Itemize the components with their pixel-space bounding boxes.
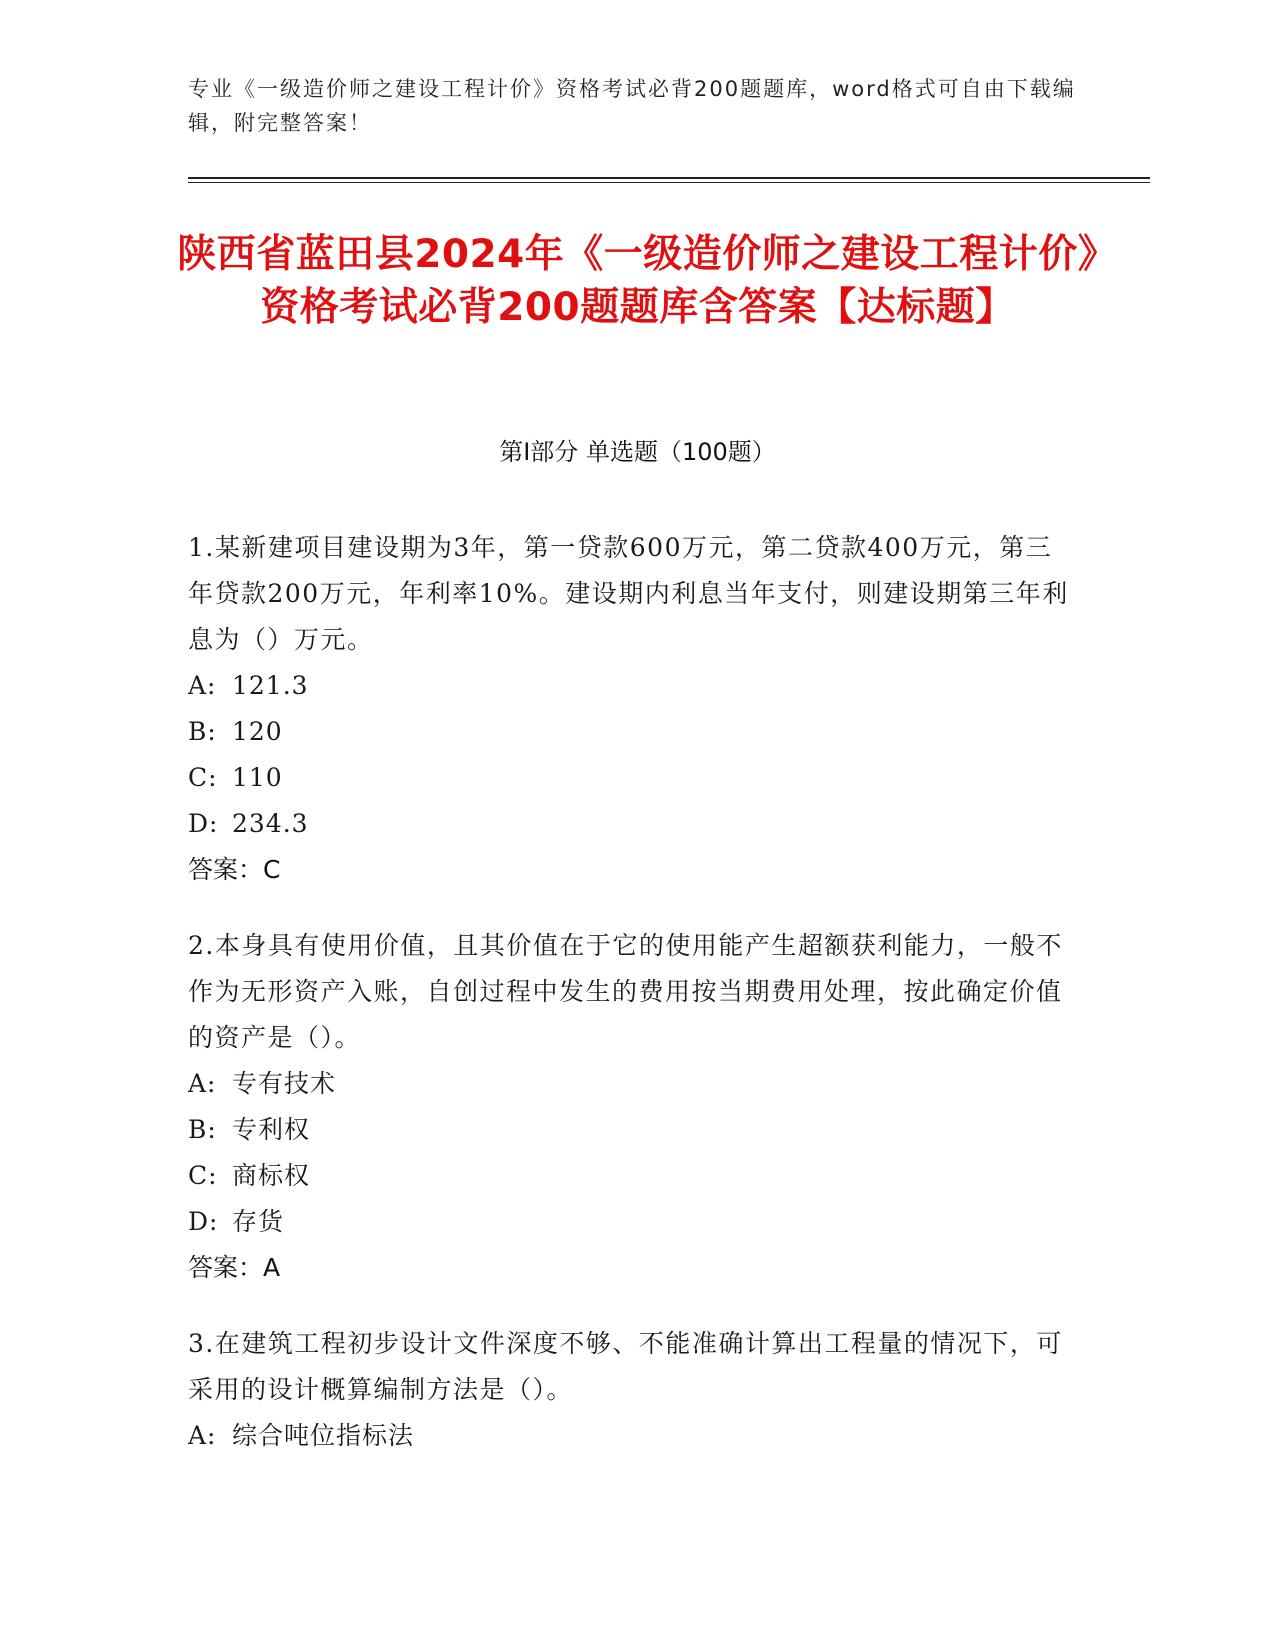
option-text: 120 bbox=[232, 717, 283, 746]
question-3 bbox=[188, 1321, 1078, 1459]
option-a bbox=[188, 1061, 1078, 1107]
option-text: 234.3 bbox=[232, 809, 309, 838]
option-text: 综合吨位指标法 bbox=[232, 1421, 415, 1450]
option-text: 110 bbox=[232, 763, 283, 792]
answer: 答案：A bbox=[188, 1253, 281, 1282]
option-key: D: bbox=[188, 1207, 219, 1236]
option-text: 存货 bbox=[232, 1207, 285, 1236]
option-d bbox=[188, 801, 1078, 847]
header-rule-thick bbox=[188, 177, 1150, 179]
option-key: C: bbox=[188, 1161, 218, 1190]
option-key: A: bbox=[188, 1069, 217, 1098]
question-1 bbox=[188, 525, 1078, 893]
option-key: A: bbox=[188, 671, 217, 700]
question-list bbox=[188, 525, 1078, 1489]
option-key: A: bbox=[188, 1421, 217, 1450]
option-a bbox=[188, 1413, 1078, 1459]
option-b bbox=[188, 1107, 1078, 1153]
question-stem: 2.本身具有使用价值，且其价值在于它的使用能产生超额获利能力，一般不作为无形资产入账，自创过程中发生的费用按当期费用处理，按此确定价值的资产是（）。 bbox=[188, 931, 1063, 1052]
option-a bbox=[188, 663, 1078, 709]
option-text: 商标权 bbox=[232, 1161, 311, 1190]
option-b bbox=[188, 709, 1078, 755]
option-key: C: bbox=[188, 763, 218, 792]
question-2 bbox=[188, 923, 1078, 1291]
answer: 答案：C bbox=[188, 855, 281, 884]
question-stem: 3.在建筑工程初步设计文件深度不够、不能准确计算出工程量的情况下，可采用的设计概算编制方法是（）。 bbox=[188, 1329, 1063, 1404]
header-rule-thin bbox=[188, 182, 1150, 183]
option-c bbox=[188, 755, 1078, 801]
option-key: B: bbox=[188, 717, 217, 746]
header-note: 专业《一级造价师之建设工程计价》资格考试必背200题题库，word格式可自由下载编辑，附完整答案！ bbox=[188, 77, 1076, 135]
document-title: 陕西省蓝田县2024年《一级造价师之建设工程计价》资格考试必背200题题库含答案【达标题】 bbox=[177, 232, 1098, 330]
option-d bbox=[188, 1199, 1078, 1245]
question-stem: 1.某新建项目建设期为3年，第一贷款600万元，第二贷款400万元，第三年贷款200万元，年利率10%。建设期内利息当年支付，则建设期第三年利息为（）万元。 bbox=[188, 533, 1069, 654]
option-key: B: bbox=[188, 1115, 217, 1144]
option-text: 专有技术 bbox=[232, 1069, 337, 1098]
option-text: 专利权 bbox=[232, 1115, 311, 1144]
option-text: 121.3 bbox=[232, 671, 309, 700]
section-title: 第I部分 单选题（100题） bbox=[499, 438, 776, 466]
option-c bbox=[188, 1153, 1078, 1199]
option-key: D: bbox=[188, 809, 219, 838]
